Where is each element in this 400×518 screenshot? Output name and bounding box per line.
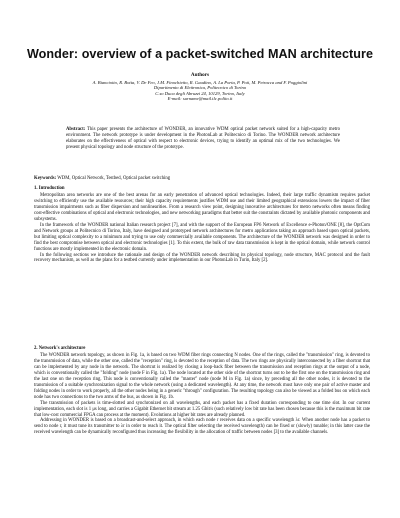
paragraph: The WONDER network topology, as shown in Fig. 1a, is based on two WDM fiber rings connecting N nodes. One of the rings, called the "transmission" ring, is devoted to the transmission of data, while the other one, called the "reception" ring, is devoted to the reception of data. The two rings are physically interconnected by a fiber shortcut that can be implemented by any node in the network. The shortcut is realized by closing a loop-back fiber between the transmission and reception rings at the output of a node, which is conventionally called the "folding" node (node F in Fig. 1a). The node located at the other side of the shortcut turns out to be the first one on the transmission ring and the last one on the reception ring. This node is conventionally called the "master" node (node M in Fig. 1a) since, by preceding all the other nodes, it is devoted to the transmission of a suitable synchronization signal to the whole network (using a dedicated wavelength). At any time, the network must have only one pair of active master and folding nodes in order to work properly, all the other nodes being in a generic "through" configuration. The resulting topology can also be viewed as a folded bus on which each node has two connections to the two arms of the bus, as shown in Fig. 1b. <box>34 353 370 400</box>
affiliation-email: E-mail: surname@mail.tlc.polito.it <box>167 95 233 101</box>
keywords-label: Keywords: <box>34 176 57 181</box>
keywords <box>34 176 370 182</box>
section-heading-architecture: 2. Network's architecture <box>34 346 86 351</box>
affiliation-address: C.so Duca degli Abruzzi 24, 10129, Torino, Italy <box>155 90 245 96</box>
paragraph: Addressing in WONDER is based on a broadcast-and-select approach, in which each node r receives data on a specific wavelength λr. When another node has a packet to send to node r, it must tune its transmitter to λr in order to reach it. The optical filter selecting the received wavelength) can be fixed or (slowly) tunable; in this latter case the received wavelength can be dynamically reconfigured thus increasing the flexibility in the allocation of traffic between nodes [3] to the available channels. <box>34 418 370 436</box>
paragraph: The transmission of packets is time-slotted and synchronized on all wavelengths, and each packet has a fixed duration corresponding to one time slot. In our current implementation, each slot is 1 μs long, and carries a Gigabit Ethernet bit stream at 1.25 Gbit/s (such relatively low bit rate has been chosen because this is the maximum bit rate that low-cost commercial FPGA can process at the moment). Evolutions at higher bit rates are already planned. <box>34 400 370 418</box>
author-affiliation <box>40 80 360 101</box>
abstract-text: This paper presents the architecture of WONDER, an innovative WDM optical packet network suited for a high-capacity metro environment. The network prototype is under development in the PhotonLab at Politecnico di Torino. The WONDER network architecture elaborates on the effectiveness of optical with respect to electronic devices, trying to identify an optimal mix of the two technologies. We present physical topology and node structure of the prototype. <box>66 127 340 150</box>
paragraph: Metropolitan area networks are one of the best arenas for an early penetration of advanced optical technologies. Indeed, their large traffic dynamism requires packet switching to efficiently use the available resources; their high capacity requirements justifies WDM use and their limited geographical extensions lowers the impact of fiber transmission impairments such as fiber dispersion and nonlinearities. From a research view point, designing innovative architectures for metro networks often means finding cost-effective combinations of optical and electronic technologies, and new networking paradigms that better suit the constraints dictated by available photonic components and subsystems. <box>34 193 370 222</box>
abstract <box>66 127 340 151</box>
authors-heading: Authors <box>190 72 210 78</box>
section-heading-introduction: 1. Introduction <box>34 186 65 191</box>
affiliation-department: Dipartimento di Elettronica, Politecnico di Torino <box>153 85 247 91</box>
paragraph: In the framework of the WONDER national Italian research project [7], and with the support of the European FP6 Network of Excellence e-Photon/ONE [8], the OptCom and Network groups at Politecnico di Torino, Italy, have designed and prototyped network architectures for metro applications taking an approach based upon optical packets, but limiting optical complexity to a minimum and trying to use only commercially available components. The architecture of the WONDER network was designed in order to find the best compromise between optical and electronic technologies [1]. To this extent, the bulk of raw data transmission is kept in the optical domain, while network control functions are mostly implemented in the electronic domain. <box>34 222 370 252</box>
section-architecture <box>34 353 370 436</box>
author-names: A. Bianciotto, R. Botta, V. De Feo, J.M. Finochietto, R. Gaudino, A. La Porta, P. Poti, M. Petracca and F. Poggiolini <box>92 80 308 85</box>
keywords-text: WDM, Optical Network, Testbed, Optical packet switching <box>57 176 171 181</box>
section-introduction <box>34 193 370 264</box>
paper-title: Wonder: overview of a packet-switched MAN architecture <box>26 47 374 61</box>
paragraph: In the following sections we introduce the rationale and design of the WONDER network describing its physical topology, node structure, MAC protocol and the fault recovery mechanism, as well as the plans for a testbed currently under implementation in our PhotonLab in Turin, Italy [2]. <box>34 252 370 264</box>
abstract-label: Abstract: <box>66 127 86 132</box>
